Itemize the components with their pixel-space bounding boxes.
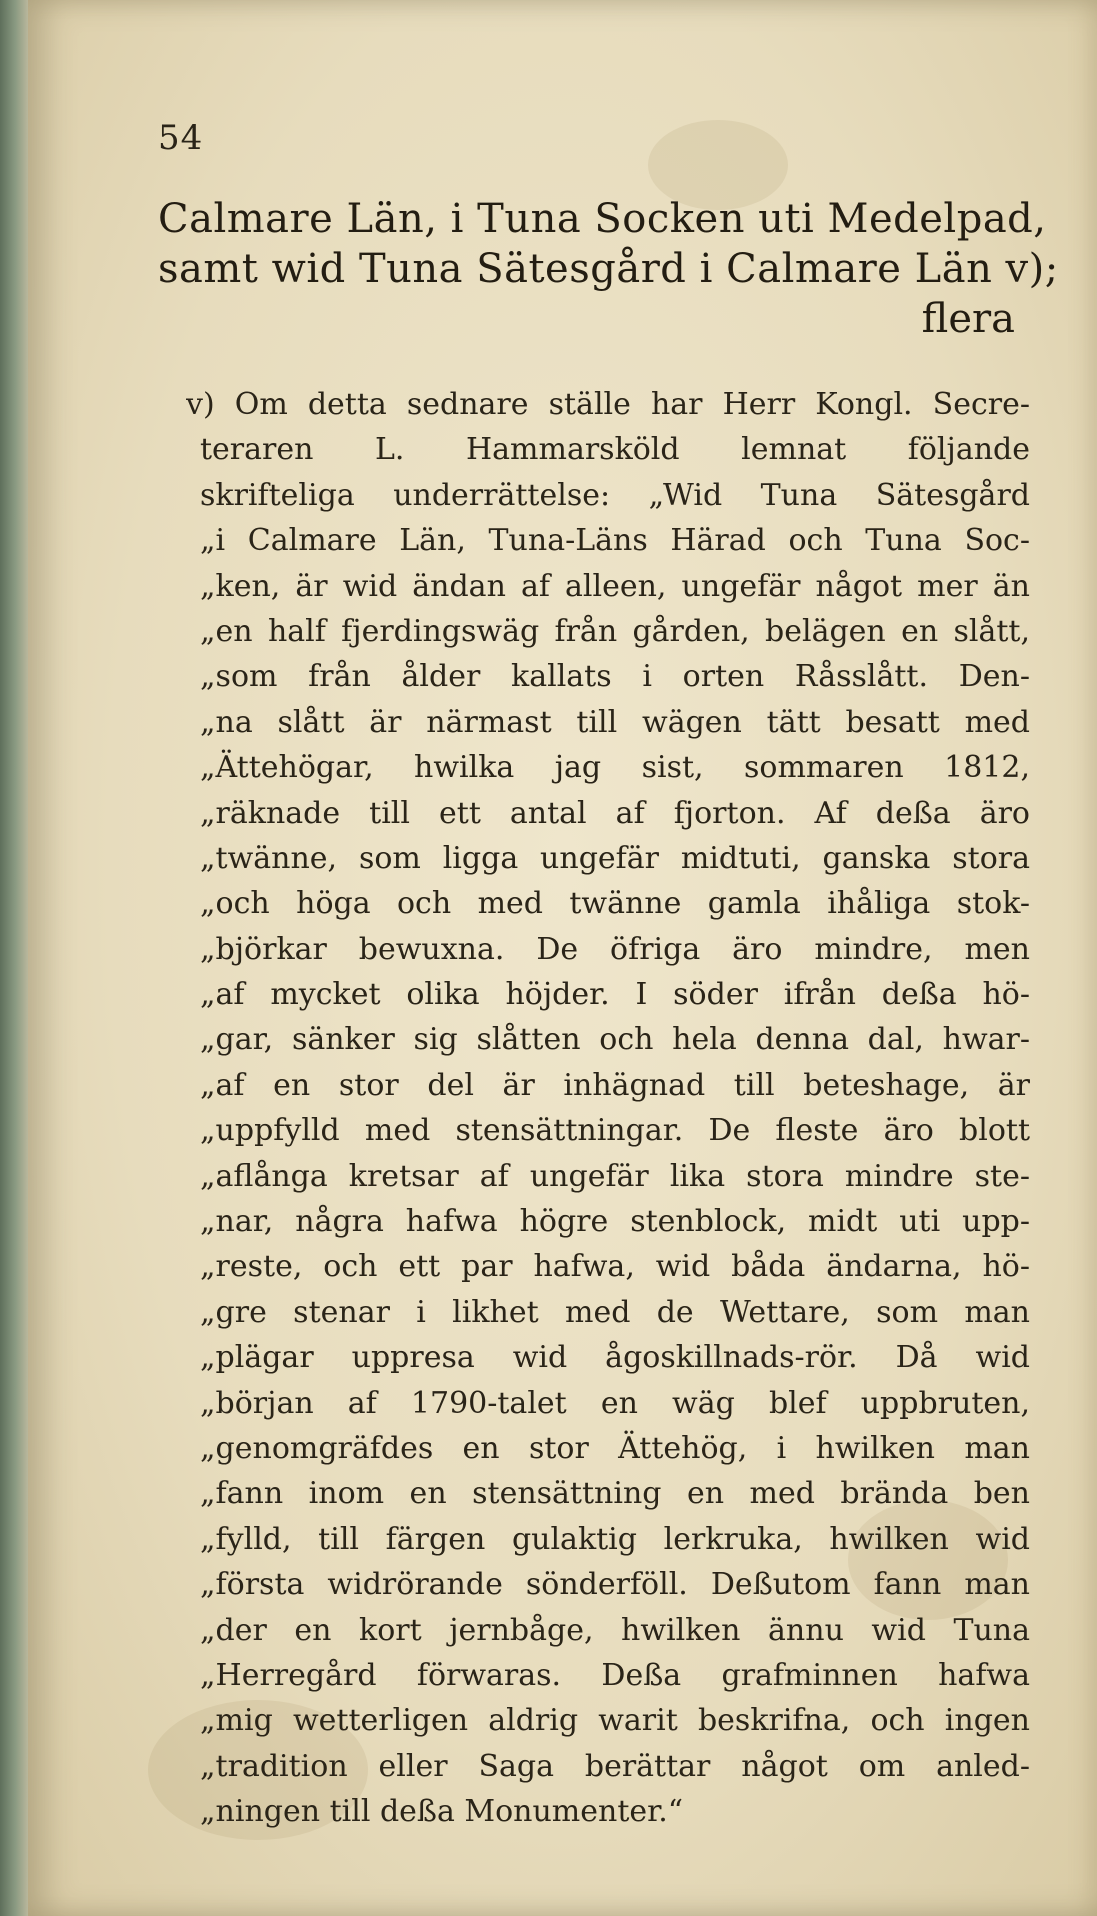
- footnote-line: v) Om detta sednare ställe har Herr Kongl. Secre-: [186, 387, 1030, 422]
- footnote-line: „af en stor del är inhägnad till beteshage, är: [200, 1067, 1030, 1103]
- footnote-line: „björkar bewuxna. De öfriga äro mindre, men: [200, 931, 1030, 967]
- heading-line-1: Calmare Län, i Tuna Socken uti Medelpad,: [158, 196, 1047, 242]
- footnote-line: „genomgräfdes en stor Ättehög, i hwilken man: [200, 1430, 1030, 1466]
- footnote-line: „Herregård förwaras. Deßa grafminnen hafwa: [200, 1657, 1030, 1693]
- footnote-line: „och höga och med twänne gamla ihåliga stok-: [200, 886, 1030, 922]
- heading-line-2: samt wid Tuna Sätesgård i Calmare Län v);: [158, 246, 1059, 292]
- footnote-line: „Ättehögar, hwilka jag sist, sommaren 1812,: [200, 750, 1030, 786]
- footnote-line: „reste, och ett par hafwa, wid båda ändarna, hö-: [200, 1249, 1030, 1285]
- footnote-line: „plägar uppresa wid ågoskillnads-rör. Då wid: [200, 1340, 1030, 1376]
- footnote-line: „aflånga kretsar af ungefär lika stora mindre ste-: [200, 1158, 1030, 1194]
- footnote-line: „mig wetterligen aldrig warit beskrifna, och ingen: [200, 1703, 1030, 1739]
- footnote-line: „fann inom en stensättning en med brända ben: [200, 1476, 1030, 1512]
- page-number: 54: [158, 118, 204, 158]
- footnote: [186, 382, 1030, 1835]
- footnote-line: „der en kort jernbåge, hwilken ännu wid Tuna: [200, 1612, 1030, 1648]
- footnote-line: „början af 1790-talet en wäg blef uppbruten,: [200, 1385, 1030, 1421]
- footnote-line: „fylld, till färgen gulaktig lerkruka, hwilken wid: [200, 1521, 1030, 1557]
- footnote-line: „twänne, som ligga ungefär midtuti, ganska stora: [200, 840, 1030, 876]
- footnote-line: „i Calmare Län, Tuna-Läns Härad och Tuna Soc-: [200, 523, 1030, 559]
- footnote-line: „nar, några hafwa högre stenblock, midt uti upp-: [200, 1204, 1030, 1240]
- footnote-line: „en half fjerdingswäg från gården, belägen en slått,: [200, 613, 1030, 649]
- footnote-line: „första widrörande sönderföll. Deßutom fann man: [200, 1567, 1030, 1603]
- footnote-line: „som från ålder kallats i orten Råsslått. Den-: [200, 659, 1030, 695]
- book-spine: [0, 0, 28, 1916]
- footnote-line: „uppfylld med stensättningar. De fleste äro blott: [200, 1113, 1030, 1149]
- footnote-line: teraren L. Hammarsköld lemnat följande: [200, 432, 1030, 468]
- catchword: flera: [921, 296, 1015, 342]
- footnote-line: „af mycket olika höjder. I söder ifrån deßa hö-: [200, 977, 1030, 1013]
- footnote-line: „gre stenar i likhet med de Wettare, som man: [200, 1294, 1030, 1330]
- footnote-line: „tradition eller Saga berättar något om anled-: [200, 1748, 1030, 1784]
- footnote-line: „räknade till ett antal af fjorton. Af deßa äro: [200, 795, 1030, 831]
- footnote-line: „na slått är närmast till wägen tätt besatt med: [200, 704, 1030, 740]
- footnote-line: „ken, är wid ändan af alleen, ungefär något mer än: [200, 568, 1030, 604]
- footnote-line: skrifteliga underrättelse: „Wid Tuna Sätesgård: [200, 477, 1030, 513]
- footnote-line: „ningen till deßa Monumenter.“: [200, 1794, 684, 1830]
- footnote-line: „gar, sänker sig slåtten och hela denna dal, hwar-: [200, 1022, 1030, 1058]
